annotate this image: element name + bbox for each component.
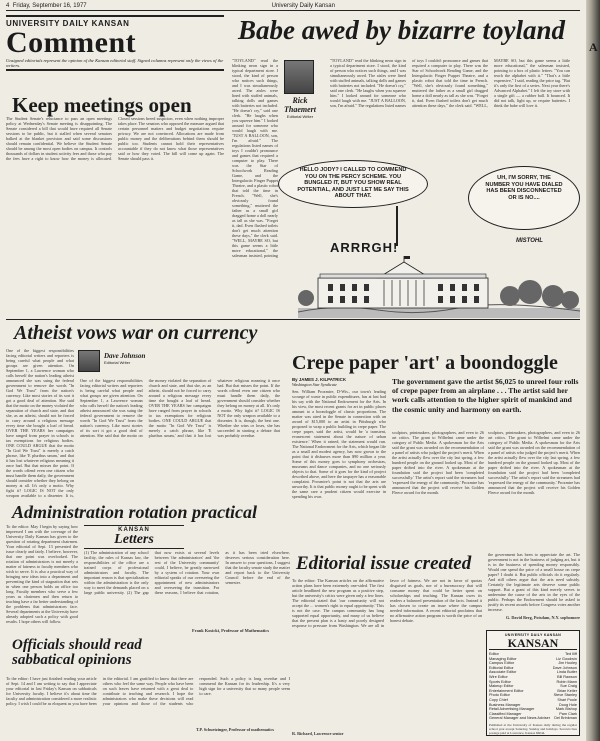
staff-name: Sue Craig [560, 684, 577, 689]
masthead [6, 15, 224, 71]
editorial-sabbatical-body: To the editor: I have just finished reading your article of Sept. 14 and I am writing to say that I appreciate your editorial in last Friday's Kansan on sabbaticals for University faculty. I believe it's about time the faculty and administration considered a more realistic policy. I wish I could be as eloquent as you have been in the editorial. I am gratified to know that there are others who feel the same way. People who have been on such leaves have returned with a great deal to contribute to teaching and research. I hope the administrators who make these decisions will read your opinions and those of the students who responded. Such a policy is long overdue and I commend the Kansan for its leadership. It's a very high sign for a university that so many people seem to care. [6, 676, 290, 706]
cartoon-speech-bubble-right [468, 166, 580, 230]
staff-box [486, 630, 580, 736]
section-title: Comment [6, 26, 137, 59]
adjacent-page-edge [586, 0, 600, 741]
editorial-sabbatical-signature: T.P. Schuetzinger, Professor of mathematics [196, 727, 274, 732]
article-crepe-body-right-2: sculptors, printmakers, photographers, and even to 26 art critics. The grant to Wilhelmi came under the category of Public Media. A spokesman for the Arts said the grant was awarded on the recommendation of a panel of artists who judged the project's merit. When the artist actually flew over the city last spring, a few hundred people on the ground looked up. Most of the paper drifted into the river. A spokesman at the foundation said the project had been 'completed successfully.' The artist's report said the streamers had 'expressed the energy of the community.' Proxmire has announced that the project will receive his Golden Fleece award for the month. [488, 430, 580, 495]
editorial-cartoon [278, 160, 580, 320]
staff-role: Photo Editor [489, 693, 510, 698]
staff-row [489, 716, 577, 721]
article-crepe-byline-source: Washington Star Syndicate [292, 382, 337, 387]
staff-name: Linda Butler [556, 670, 577, 675]
staff-name: Dave Johnson [552, 665, 577, 670]
running-head [6, 3, 580, 11]
staff-role: Classified Manager [489, 711, 522, 716]
column-atheist-headline: Atheist vows war on currency [14, 322, 258, 344]
staff-name: Bill Rawson [557, 674, 577, 679]
staff-name: Ted Iliff [565, 652, 577, 656]
column-babe-byline [279, 96, 321, 119]
editorial-administration-headline: Administration rotation practical [12, 502, 258, 522]
cartoon-white-house-illustration [298, 256, 580, 318]
article-crepe-byline [292, 377, 392, 387]
staff-role: Campus Editor [489, 661, 515, 666]
column-atheist-byline-title: Editorial Writer [104, 360, 131, 365]
staff-name: Robin Mann [556, 679, 577, 684]
staff-role: Copy Chief [489, 697, 508, 702]
column-babe-headline: Babe awed by bizarre toyland [238, 15, 565, 45]
staff-role: Wire Editor [489, 674, 508, 679]
letters-signature: Frank Kosicki, Professor of Mathematics [192, 628, 270, 633]
cartoon-sound-effect: ARRRGH! [330, 240, 399, 255]
staff-box-header: UNIVERSITY DAILY KANSAN [504, 633, 562, 637]
cartoon-signature: MISTOHL [516, 238, 543, 244]
staff-name: Brian Keller [557, 688, 577, 693]
running-head-left [6, 3, 87, 9]
staff-name: Shari Poole [557, 697, 577, 702]
staff-role: Retail Advertising Manager [489, 707, 535, 712]
section-rule [6, 319, 580, 320]
article-crepe-pullquote: The government gave the artist $6,025 to unreel four rolls of crepe paper from an airplane . . . The artist said her work calls attention to the higher spirit of mankind and the cosmic unity and harmony on earth. [392, 377, 579, 414]
column-atheist-body-left: One of the biggest responsibilities facing editorial writers and reporters is being careful what people and what groups are given attention. On September 1, a Lawrence woman who calls herself the nation's leading atheist announced she was suing the federal government to remove the words "In God We Trust" from the nation's currency. Like most stories of its sort it got a good deal of attention. She said that the motto on the money violated the separation of church and state, and that she, as an atheist, should not be forced to carry around a religious message every time she bought a loaf of bread. OVER THE YEARS her campaigns have ranged from prayer in schools to tax exemptions for religious bodies. ONE COULD ARGUE that the motto "In God We Trust" is merely a catch phrase, like 'E pluribus unum,' and that it has lost whatever religious meaning it once had. But that misses the point. If the words offend even one citizen who must handle them daily, the government should consider whether they belong on money at all. It's only a motto. Why fight it? LOGIC IS NOT the only weapon available to a dissenter. It is, [6, 348, 74, 498]
letter-right-body: the government has been to appreciate the art. The government is not in the business of judging art, but it is in the business of spending money responsibly. Would one spend the price of a small house on crepe paper? I doubt it. But public officials do it regularly. And still others argue that the arts need subsidy. Certainly the legitimate arts deserve some public support. But a grant of this kind merely serves to undermine the cause of the arts in the eyes of the public. Perhaps the Endowment should be asked to justify its recent awards before Congress votes another increase. [488, 552, 580, 612]
staff-role: Makeup Editor [489, 684, 514, 689]
staff-box-footer: Published at the University of Kansas daily during the regular school year except Saturday, Sunday and holidays. Second class postage paid at Lawrence, Kansas 66044. [489, 722, 577, 735]
editorial-meetings-body: The Student Senate's reluctance to pass an open meetings policy at Wednesday's Senate meeting is disappointing. The Senate considered a bill that would have required all Senate sessions to be public, but it stalled when several senators balked at the blanket provision and said some discussions should remain confidential. We believe the Student Senate should be among the most open bodies on campus. It controls thousands of dollars in student activity fees and those who pay the fees have a right to know how the money is allocated. Closed sessions breed suspicion, even when nothing improper takes place. The senators who opposed the measure argued that certain personnel matters and budget negotiations require privacy. We are not convinced. Allocations are made from public money and the deliberations behind them should be public too. Students cannot hold their representatives accountable if they do not know what those representatives said or how they voted. The bill will come up again. The Senate should pass it. [6, 116, 224, 161]
column-babe-byline-photo [284, 60, 314, 94]
article-crepe-byline-name: By JAMES J. KILPATRICK [292, 377, 346, 382]
article-crepe-body: Sen. William Proxmire, D-Wis., our town's leading scourge of waste in public expenditures, has at last had his say with the National Endowment for the Arts. In his view, the most recent grants for art in public places amount to a boondoggle of classic proportions. The matter was aired in the Senate in connection with an award of $15,000 to an artist in Pittsburgh who proposed to wrap a public building in crepe paper. The crepe paper, said the artist, would be 'a transient, evanescent statement about the nature of urban existence.' When it rained, the statement would run. The National Endowment for the Arts, which began life as a small and modest agency, has now grown to the point that it disburses more than $90 million a year. Some of this money goes to symphony orchestras, museums and dance companies, and no one seriously objects to that. Some of it goes for the kind of project described above, and here the taxpayer has a reasonable complaint. Proxmire's point is not that the arts are unworthy. It is that public money ought to be spent with the same care a prudent citizen would exercise in spending his own. [292, 389, 386, 499]
staff-role: Entertainment Editor [489, 688, 524, 693]
letters-masthead [84, 525, 184, 549]
column-babe-body: "TOYLAND" read the blinking neon sign in a typical department store. I stood, the kind of person who notices such things, and I was simultaneously awed. The aisles were lined with stuffed animals, talking dolls and games with batteries not included. "He doesn't cry," said one clerk. "He laughs when you squeeze him." I looked around for someone who would laugh with me. "JUST A BALLOON, son, I'm afraid." The regulations listed names of toys I couldn't pronounce and games that required a computer to play. There was the Star of Schoolwork Reading Game, and the Intergalactic Finger Puppet Theatre, and a plastic robot that told the time in French. "Well, she's obviously found something," muttered the father as a small girl dragged home a doll nearly as tall as she was. "Forget it, dad. Even flushed toilets don't get much attention these days," the clerk said. "WELL, MAYBE SO, but this game seems a little more educational," the salesman insisted, pointing to a box of plastic letters. "You can teach the alphabet with it." "That's a little expensive," I said, reading the price tag. "But it's only the first of a series. Next year there's Advanced Alphabet." I left the toy store with a single gift — a rubber ball. It bounced. It did not talk, light up, or require batteries. I think the babe will love it. [330, 58, 570, 108]
column-babe-byline-title: Editorial Writer [286, 114, 314, 119]
letters-masthead-section: Letters [114, 532, 154, 547]
column-atheist-byline-photo [78, 350, 100, 372]
column-atheist-byline [104, 352, 164, 365]
staff-role: General Manager and News Adviser [489, 716, 550, 721]
editorial-sabbatical-headline: Officials should read sabbatical opinions [12, 637, 142, 668]
editorial-issue-signature: R. Richard, Lawrence senior [292, 731, 344, 736]
letter-right-signature: G. David Berg, Potsdam, N.Y. sophomore [506, 615, 580, 620]
staff-role: Editor [489, 652, 499, 656]
staff-name: Jim Hooley [558, 661, 577, 666]
staff-role: Editorial Editor [489, 665, 514, 670]
staff-name: Pam Clark [559, 711, 577, 716]
staff-name: Liz Goodwin [556, 656, 577, 661]
page-number: 4 [6, 3, 10, 9]
article-crepe-headline: Crepe paper 'art' a boondoggle [292, 352, 558, 374]
masthead-paper-name: UNIVERSITY DAILY KANSAN [6, 19, 130, 28]
column-atheist-body: One of the biggest responsibilities facing editorial writers and reporters is being careful what people and what groups are given attention. On September 1, a Lawrence woman who calls herself the nation's leading atheist announced she was suing the federal government to remove the words "In God We Trust" from the nation's currency. Like most stories of its sort it got a good deal of attention. She said that the motto on the money violated the separation of church and state, and that she, as an atheist, should not be forced to carry around a religious message every time she bought a loaf of bread. OVER THE YEARS her campaigns have ranged from prayer in schools to tax exemptions for religious bodies. ONE COULD ARGUE that the motto "In God We Trust" is merely a catch phrase, like 'E pluribus unum,' and that it has lost whatever religious meaning it once had. But that misses the point. If the words offend even one citizen who must handle them daily, the government should consider whether they belong on money at all. It's only a motto. Why fight it? LOGIC IS NOT the only weapon available to a dissenter. It is, though, the best one. Whether she wins or loses, she has succeeded in starting a debate that was probably overdue. [80, 378, 280, 438]
cartoon-caption-right: UH, I'M SORRY, THE NUMBER YOU HAVE DIALED HAS BEEN DISCONNECTED OR IS NO.... [485, 175, 563, 201]
editorial-policy-note: Unsigned editorials represent the opinion of the Kansan editorial staff. Signed columns represent only the views of the writers. [6, 58, 224, 69]
staff-role: Managing Editor [489, 656, 517, 661]
staff-role: Business Manager [489, 702, 521, 707]
staff-name: Mark Bishop [555, 707, 577, 712]
staff-box-title: KANSAN [489, 637, 577, 650]
column-atheist-byline-name: Dave Johnson [104, 352, 146, 360]
staff-name: Steve Stanley [553, 693, 577, 698]
column-babe-body-left: "TOYLAND" read the blinking neon sign in a typical department store. I stood, the kind of person who notices such things, and I was simultaneously awed. The aisles were lined with stuffed animals, talking dolls and games with batteries not included. "He doesn't cry," said one clerk. "He laughs when you squeeze him." I looked around for someone who would laugh with me. "JUST A BALLOON, son, I'm afraid." The regulations listed names of toys I couldn't pronounce and games that required a computer to play. There was the Star of Schoolwork Reading Game, and the Intergalactic Finger Puppet Theatre, and a plastic robot that told the time in French. "Well, she's obviously found something," muttered the father as a small girl dragged home a doll nearly as tall as she was. "Forget it, dad. Even flushed toilets don't get much attention these days," the clerk said. "WELL, MAYBE SO, but this game seems a little more educational," the salesman insisted, pointing [232, 58, 278, 258]
staff-box-rows [489, 652, 577, 721]
running-head-paper-name: University Daily Kansan [271, 3, 335, 9]
staff-name: Del Brinkman [554, 716, 577, 721]
letters-body: (1) The administration of any school facility, the rules of Kansas law, the responsibilities of the office are a trained corps of professional administrators and faculty. The important reason is that specialization within the administration is the only way to meet the demands placed on a large public university. (2) The gap that now exists at several levels between 'the administrators' and 'the rest of the University community' could, I believe, be greatly narrowed by a system of rotation. Your own editorial speaks of our overseeing the appointment of new administrators and overseeing the transition. For these reasons, I believe that rotation, as it has been tried elsewhere, deserves serious consideration here. In answer to your questions, I suggest that the faculty senate study the matter and report back to the University Council before the end of the semester. [84, 550, 290, 595]
adjacent-page-fragment: A [589, 40, 598, 54]
article-crepe-body-right: sculptors, printmakers, photographers, and even to 26 art critics. The grant to Wilhelmi came under the category of Public Media. A spokesman for the Arts said the grant was awarded on the recommendation of a panel of artists who judged the project's merit. When the artist actually flew over the city last spring, a few hundred people on the ground looked up. Most of the paper drifted into the river. A spokesman at the foundation said the project had been 'completed successfully.' The artist's report said the streamers had 'expressed the energy of the community.' Proxmire has announced that the project will receive his Golden Fleece award for the month. [392, 430, 484, 495]
editorial-issue-headline: Editorial issue created [296, 553, 472, 574]
editorial-issue-body: To the editor: The Kansan articles on the affirmative action plans have been extremely one-sided. The first article headlined the new program as a positive step, but the university's critics were given only a few lines. The editorial stated that 'our community will not accept the ... women's right to equal opportunity.' This is not the case. The campus community has long supported equal opportunity, and many of us believe that the present plan is a hasty and poorly designed response to pressure from Washington. We are all in favor of fairness. We are not in favor of quotas disguised as goals, nor of a bureaucracy that will consume money that could be better spent on scholarships and teaching. The Kansan owes its readers a balanced presentation of the facts. Instead it has chosen to create an issue where the campus needed information. A recent editorial proclaims that no affirmative action program is worth the price of an honest debate. [292, 578, 482, 628]
staff-name: Doug Hole [559, 702, 577, 707]
staff-role: Associate Editor [489, 670, 517, 675]
column-babe-byline-name: Rick Thaemert [284, 96, 316, 114]
cartoon-speech-bubble-left [278, 160, 428, 208]
editorial-administration-body: To the editor: May I begin by saying how impressed I am with the coverage of the University Daily Kansan has given to the question of rotating department chairmen. Your editorial of Sept. 13 presented the issue clearly and fairly. I believe, however, that one point was overlooked. The rotation of administrators is not merely a matter of fairness to faculty members who wish to serve. It is also a practical way of bringing new ideas into a department and preventing the kind of stagnation that sets in when one person holds an office too long. Faculty members who serve a few years as chairmen and then return to teaching have a far better understanding of the problems that administrators face. Several departments at the University have already adopted such a policy with good results. I hope others will follow. [6, 524, 78, 624]
letters-masthead-paper: KANSAN [118, 527, 150, 533]
staff-role: Sports Editor [489, 679, 511, 684]
issue-date: Friday, September 16, 1977 [12, 3, 87, 9]
editorial-meetings-headline: Keep meetings open [12, 93, 192, 117]
cartoon-caption-left: HELLO JODY? I CALLED TO COMMEND YOU ON THE PERCY SCHEME. YOU BUNGLED IT, BUT YOU SHOW REAL POTENTIAL, AND JUST LET ME SAY THIS ABOUT THAT. [297, 167, 409, 200]
